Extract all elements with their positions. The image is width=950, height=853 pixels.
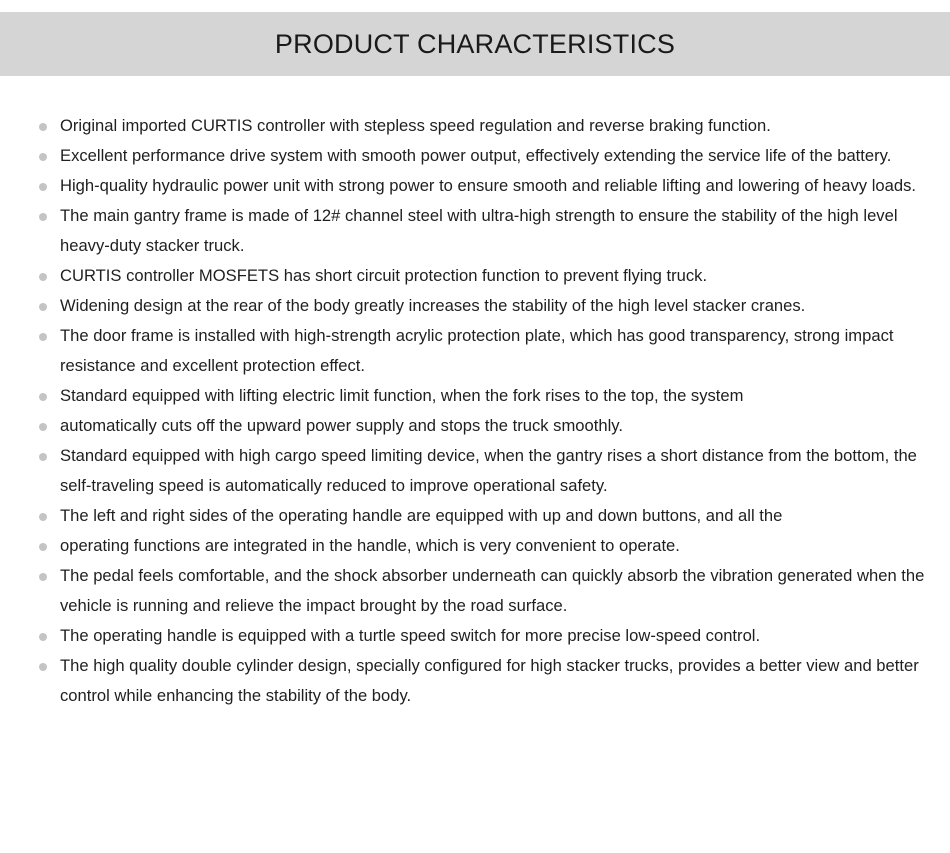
list-item (0, 651, 950, 711)
list-item (0, 201, 950, 261)
list-item (0, 411, 950, 441)
feature-text: Widening design at the rear of the body greatly increases the stability of the high level stacker cranes. (60, 296, 806, 315)
bullet-dot-icon (39, 333, 47, 341)
header-band (0, 12, 950, 76)
list-item (0, 261, 950, 291)
feature-text: The operating handle is equipped with a turtle speed switch for more precise low-speed control. (60, 626, 761, 645)
bullet-dot-icon (39, 543, 47, 551)
feature-text: High-quality hydraulic power unit with strong power to ensure smooth and reliable lifting and lowering of heavy loads. (60, 176, 916, 195)
list-item (0, 111, 950, 141)
bullet-dot-icon (39, 303, 47, 311)
bullet-dot-icon (39, 663, 47, 671)
list-item (0, 561, 950, 621)
bullet-dot-icon (39, 423, 47, 431)
list-item (0, 321, 950, 381)
list-item (0, 141, 950, 171)
list-item (0, 621, 950, 651)
bullet-dot-icon (39, 393, 47, 401)
feature-text: Original imported CURTIS controller with stepless speed regulation and reverse braking function. (60, 116, 771, 135)
feature-text: Excellent performance drive system with smooth power output, effectively extending the service life of the battery. (60, 146, 892, 165)
list-item (0, 501, 950, 531)
feature-text: The high quality double cylinder design, specially configured for high stacker trucks, provides a better view and better control while enhancing the stability of the body. (60, 656, 919, 705)
bullet-dot-icon (39, 153, 47, 161)
list-item (0, 531, 950, 561)
feature-text: CURTIS controller MOSFETS has short circuit protection function to prevent flying truck. (60, 266, 708, 285)
list-item (0, 381, 950, 411)
feature-list (0, 111, 950, 711)
feature-text: The main gantry frame is made of 12# channel steel with ultra-high strength to ensure the stability of the high level heavy-duty stacker truck. (60, 206, 898, 255)
list-item (0, 291, 950, 321)
bullet-dot-icon (39, 123, 47, 131)
feature-text: operating functions are integrated in the handle, which is very convenient to operate. (60, 536, 680, 555)
bullet-dot-icon (39, 273, 47, 281)
feature-text: Standard equipped with lifting electric limit function, when the fork rises to the top, the system (60, 386, 744, 405)
list-item (0, 441, 950, 501)
bullet-dot-icon (39, 213, 47, 221)
bullet-dot-icon (39, 573, 47, 581)
list-item (0, 171, 950, 201)
feature-text: The door frame is installed with high-strength acrylic protection plate, which has good transparency, strong impact resistance and excellent protection effect. (60, 326, 894, 375)
bullet-dot-icon (39, 453, 47, 461)
feature-text: automatically cuts off the upward power supply and stops the truck smoothly. (60, 416, 623, 435)
feature-text: Standard equipped with high cargo speed limiting device, when the gantry rises a short distance from the bottom, the self-traveling speed is automatically reduced to improve operational safety. (60, 446, 917, 495)
bullet-dot-icon (39, 513, 47, 521)
feature-text: The left and right sides of the operating handle are equipped with up and down buttons, and all the (60, 506, 783, 525)
bullet-dot-icon (39, 633, 47, 641)
page-title: PRODUCT CHARACTERISTICS (274, 28, 676, 59)
feature-text: The pedal feels comfortable, and the shock absorber underneath can quickly absorb the vibration generated when the vehicle is running and relieve the impact brought by the road surface. (60, 566, 925, 615)
bullet-dot-icon (39, 183, 47, 191)
